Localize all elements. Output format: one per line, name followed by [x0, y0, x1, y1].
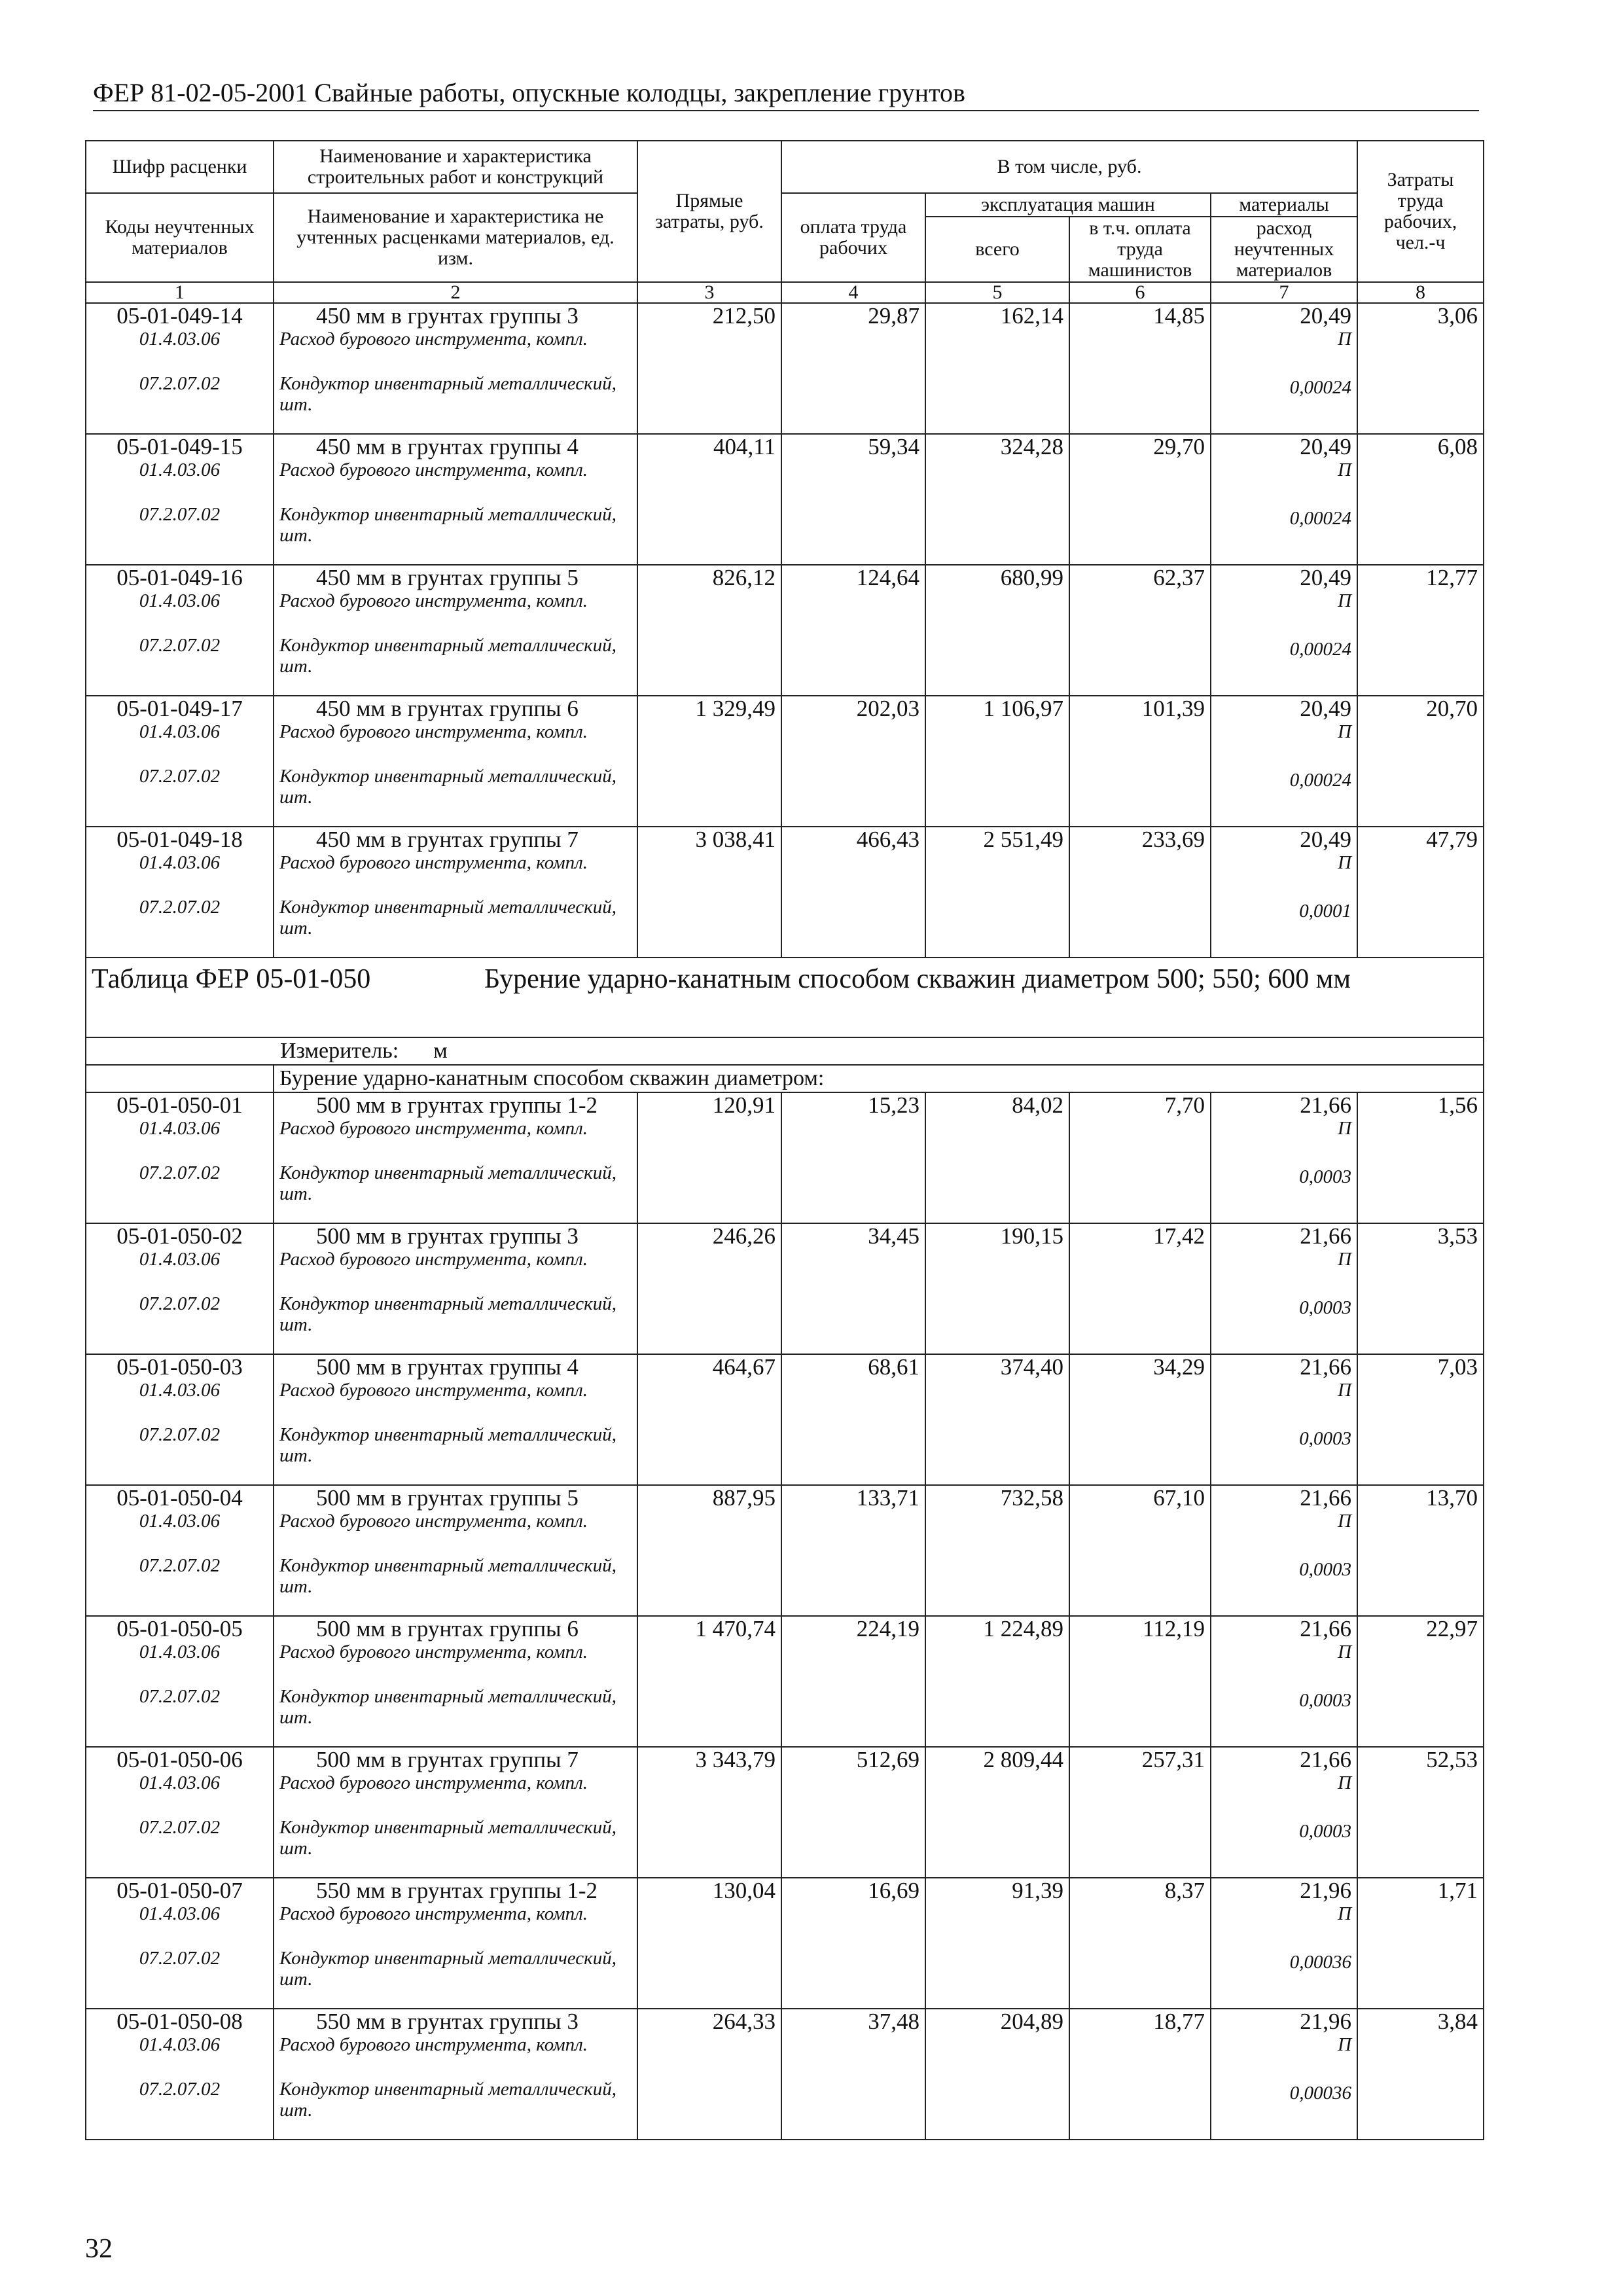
- machines-cost: 84,02: [925, 1092, 1069, 1223]
- machines-cost: 2 551,49: [925, 827, 1069, 958]
- material-code: 07.2.07.02: [139, 1686, 221, 1707]
- col-number: 6: [1069, 282, 1211, 303]
- material-name: Кондуктор инвентарный металлический, шт.: [279, 1424, 616, 1466]
- direct-cost: 1 470,74: [637, 1616, 781, 1747]
- material-consumption: П: [1338, 852, 1352, 873]
- table2-number: Таблица ФЕР 05-01-050: [92, 964, 371, 994]
- work-name: 450 мм в грунтах группы 3: [316, 303, 579, 329]
- material-name: Расход бурового инструмента, компл.: [279, 1772, 588, 1793]
- material-name: Кондуктор инвентарный металлический, шт.: [279, 1293, 616, 1335]
- table-row: [86, 1485, 1484, 1616]
- direct-cost: 887,95: [637, 1485, 781, 1616]
- material-consumption: П: [1338, 2034, 1352, 2055]
- material-code: 01.4.03.06: [139, 1511, 221, 1532]
- col-labor-header: Затраты труда рабочих, чел.-ч: [1357, 141, 1484, 282]
- column-number-row: [86, 282, 1484, 303]
- table-row: [86, 1878, 1484, 2009]
- direct-cost: 464,67: [637, 1354, 781, 1485]
- rate-code: 05-01-049-15: [116, 434, 243, 459]
- col-number: 8: [1357, 282, 1484, 303]
- work-name: 500 мм в грунтах группы 7: [316, 1747, 579, 1772]
- material-code: 01.4.03.06: [139, 1641, 221, 1662]
- rate-code: 05-01-049-16: [116, 565, 243, 590]
- wages-cost: 29,87: [781, 303, 925, 434]
- material-consumption: 0,0003: [1299, 1428, 1352, 1449]
- material-code: 07.2.07.02: [139, 373, 221, 394]
- machinists-cost: 257,31: [1069, 1747, 1211, 1878]
- labor-cost: 3,06: [1357, 303, 1484, 434]
- material-name: Кондуктор инвентарный металлический, шт.: [279, 897, 616, 939]
- machines-cost: 190,15: [925, 1223, 1069, 1354]
- materials-cost: 21,66: [1300, 1092, 1352, 1118]
- rate-code: 05-01-050-02: [116, 1223, 243, 1249]
- material-name: Кондуктор инвентарный металлический, шт.: [279, 1162, 616, 1204]
- materials-cost: 20,49: [1300, 434, 1352, 459]
- material-name: Расход бурового инструмента, компл.: [279, 459, 588, 480]
- rate-code: 05-01-050-05: [116, 1616, 243, 1641]
- labor-cost: 7,03: [1357, 1354, 1484, 1485]
- wages-cost: 16,69: [781, 1878, 925, 2009]
- machinists-cost: 14,85: [1069, 303, 1211, 434]
- material-code: 01.4.03.06: [139, 852, 221, 873]
- direct-cost: 130,04: [637, 1878, 781, 2009]
- material-name: Кондуктор инвентарный металлический, шт.: [279, 1948, 616, 1990]
- direct-cost: 404,11: [637, 434, 781, 565]
- machinists-cost: 233,69: [1069, 827, 1211, 958]
- material-name: Кондуктор инвентарный металлический, шт.: [279, 504, 616, 546]
- rate-code: 05-01-049-18: [116, 827, 243, 852]
- labor-cost: 3,84: [1357, 2009, 1484, 2140]
- material-consumption: П: [1338, 1380, 1352, 1401]
- material-consumption: П: [1338, 590, 1352, 611]
- col-incl-header: В том числе, руб.: [781, 141, 1357, 193]
- material-code: 01.4.03.06: [139, 1118, 221, 1139]
- material-consumption: П: [1338, 329, 1352, 350]
- machinists-cost: 62,37: [1069, 565, 1211, 696]
- materials-cost: 21,96: [1300, 2009, 1352, 2034]
- labor-cost: 13,70: [1357, 1485, 1484, 1616]
- material-code: 07.2.07.02: [139, 766, 221, 787]
- material-name: Кондуктор инвентарный металлический, шт.: [279, 766, 616, 808]
- material-code: 07.2.07.02: [139, 504, 221, 525]
- materials-cost: 21,66: [1300, 1747, 1352, 1772]
- col-wages-header: оплата труда рабочих: [781, 193, 925, 282]
- table-row: [86, 1223, 1484, 1354]
- rates-table: [85, 140, 1484, 2140]
- material-code: 07.2.07.02: [139, 1424, 221, 1445]
- machinists-cost: 29,70: [1069, 434, 1211, 565]
- group-heading: Бурение ударно-канатным способом скважин диаметром:: [274, 1065, 1484, 1092]
- materials-cost: 21,66: [1300, 1485, 1352, 1511]
- machines-cost: 2 809,44: [925, 1747, 1069, 1878]
- wages-cost: 224,19: [781, 1616, 925, 1747]
- material-name: Расход бурового инструмента, компл.: [279, 1380, 588, 1401]
- material-consumption: 0,00036: [1289, 1952, 1352, 1973]
- rate-code: 05-01-050-07: [116, 1878, 243, 1903]
- rate-code: 05-01-050-08: [116, 2009, 243, 2034]
- material-consumption: 0,0003: [1299, 1297, 1352, 1318]
- table2-title-row: [86, 958, 1484, 1037]
- labor-cost: 1,56: [1357, 1092, 1484, 1223]
- direct-cost: 826,12: [637, 565, 781, 696]
- page-title: ФЕР 81-02-05-2001 Свайные работы, опускные колодцы, закрепление грунтов: [93, 78, 965, 107]
- material-consumption: 0,00036: [1289, 2083, 1352, 2104]
- direct-cost: 3 038,41: [637, 827, 781, 958]
- table-row: [86, 1354, 1484, 1485]
- table-head: [86, 141, 1484, 303]
- col-materials-header: материалы: [1211, 193, 1357, 217]
- table-row: [86, 1616, 1484, 1747]
- machines-cost: 162,14: [925, 303, 1069, 434]
- labor-cost: 52,53: [1357, 1747, 1484, 1878]
- table2-unit-row: [86, 1037, 1484, 1065]
- materials-cost: 21,66: [1300, 1616, 1352, 1641]
- table-row: [86, 827, 1484, 958]
- material-name: Кондуктор инвентарный металлический, шт.: [279, 1817, 616, 1859]
- material-name: Расход бурового инструмента, компл.: [279, 1641, 588, 1662]
- material-name: Расход бурового инструмента, компл.: [279, 1903, 588, 1924]
- wages-cost: 37,48: [781, 2009, 925, 2140]
- machinists-cost: 112,19: [1069, 1616, 1211, 1747]
- table-row: [86, 565, 1484, 696]
- rate-code: 05-01-050-04: [116, 1485, 243, 1511]
- machines-cost: 204,89: [925, 2009, 1069, 2140]
- material-consumption: П: [1338, 1772, 1352, 1793]
- table-body-b: [86, 1092, 1484, 2140]
- col-number: 3: [637, 282, 781, 303]
- material-code: 01.4.03.06: [139, 721, 221, 742]
- material-name: Расход бурового инструмента, компл.: [279, 590, 588, 611]
- rate-code: 05-01-050-01: [116, 1092, 243, 1118]
- material-code: 01.4.03.06: [139, 329, 221, 350]
- material-name: Расход бурового инструмента, компл.: [279, 1249, 588, 1270]
- material-name: Кондуктор инвентарный металлический, шт.: [279, 2079, 616, 2121]
- material-consumption: П: [1338, 1118, 1352, 1139]
- direct-cost: 264,33: [637, 2009, 781, 2140]
- col-consumption-header: расход неучтенных материалов: [1211, 217, 1357, 282]
- material-name: Кондуктор инвентарный металлический, шт.: [279, 1555, 616, 1597]
- col-name-header: Наименование и характеристика строительных работ и конструкций: [274, 141, 637, 193]
- machines-cost: 374,40: [925, 1354, 1069, 1485]
- wages-cost: 15,23: [781, 1092, 925, 1223]
- material-consumption: 0,0003: [1299, 1821, 1352, 1842]
- table2-title: Бурение ударно-канатным способом скважин диаметром 500; 550; 600 мм: [484, 964, 1351, 994]
- rate-code: 05-01-049-17: [116, 696, 243, 721]
- labor-cost: 22,97: [1357, 1616, 1484, 1747]
- machines-cost: 1 106,97: [925, 696, 1069, 827]
- machinists-cost: 17,42: [1069, 1223, 1211, 1354]
- material-consumption: П: [1338, 721, 1352, 742]
- col-number: 1: [86, 282, 274, 303]
- page-number: 32: [85, 2234, 113, 2264]
- material-code: 01.4.03.06: [139, 2034, 221, 2055]
- wages-cost: 133,71: [781, 1485, 925, 1616]
- direct-cost: 3 343,79: [637, 1747, 781, 1878]
- table-row: [86, 303, 1484, 434]
- material-consumption: 0,00024: [1289, 770, 1352, 791]
- material-name: Расход бурового инструмента, компл.: [279, 329, 588, 350]
- material-code: 01.4.03.06: [139, 1249, 221, 1270]
- direct-cost: 212,50: [637, 303, 781, 434]
- material-consumption: П: [1338, 1511, 1352, 1532]
- table-row: [86, 1092, 1484, 1223]
- labor-cost: 6,08: [1357, 434, 1484, 565]
- wages-cost: 202,03: [781, 696, 925, 827]
- rate-code: 05-01-049-14: [116, 303, 243, 329]
- work-name: 450 мм в грунтах группы 7: [316, 827, 579, 852]
- material-consumption: П: [1338, 1249, 1352, 1270]
- material-consumption: 0,0001: [1299, 901, 1352, 922]
- col-number: 7: [1211, 282, 1357, 303]
- materials-cost: 20,49: [1300, 827, 1352, 852]
- material-name: Расход бурового инструмента, компл.: [279, 2034, 588, 2055]
- material-name: Расход бурового инструмента, компл.: [279, 721, 588, 742]
- wages-cost: 512,69: [781, 1747, 925, 1878]
- material-consumption: 0,0003: [1299, 1559, 1352, 1580]
- work-name: 550 мм в грунтах группы 1-2: [316, 1878, 597, 1903]
- machines-cost: 732,58: [925, 1485, 1069, 1616]
- direct-cost: 246,26: [637, 1223, 781, 1354]
- material-consumption: 0,00024: [1289, 639, 1352, 660]
- work-name: 450 мм в грунтах группы 6: [316, 696, 579, 721]
- col-number: 5: [925, 282, 1069, 303]
- material-name: Кондуктор инвентарный металлический, шт.: [279, 1686, 616, 1728]
- material-consumption: 0,0003: [1299, 1166, 1352, 1187]
- wages-cost: 466,43: [781, 827, 925, 958]
- labor-cost: 20,70: [1357, 696, 1484, 827]
- work-name: 550 мм в грунтах группы 3: [316, 2009, 579, 2034]
- material-code: 07.2.07.02: [139, 635, 221, 656]
- unit-label: Измеритель:: [280, 1039, 399, 1063]
- col-machines-header: эксплуатация машин: [925, 193, 1211, 217]
- material-code: 07.2.07.02: [139, 1817, 221, 1838]
- material-consumption: П: [1338, 1903, 1352, 1924]
- material-code: 07.2.07.02: [139, 1555, 221, 1576]
- machines-cost: 91,39: [925, 1878, 1069, 2009]
- material-name: Расход бурового инструмента, компл.: [279, 852, 588, 873]
- labor-cost: 12,77: [1357, 565, 1484, 696]
- material-code: 07.2.07.02: [139, 1162, 221, 1183]
- material-name: Кондуктор инвентарный металлический, шт.: [279, 635, 616, 677]
- table2-group-row: [86, 1065, 1484, 1092]
- material-consumption: П: [1338, 459, 1352, 480]
- work-name: 450 мм в грунтах группы 5: [316, 565, 579, 590]
- page-header: [93, 77, 1479, 111]
- material-name: Расход бурового инструмента, компл.: [279, 1511, 588, 1532]
- wages-cost: 59,34: [781, 434, 925, 565]
- wages-cost: 124,64: [781, 565, 925, 696]
- materials-cost: 20,49: [1300, 303, 1352, 329]
- rate-code: 05-01-050-03: [116, 1354, 243, 1380]
- material-code: 01.4.03.06: [139, 1380, 221, 1401]
- machinists-cost: 18,77: [1069, 2009, 1211, 2140]
- table-row: [86, 434, 1484, 565]
- table2-header: [86, 958, 1484, 1092]
- table-row: [86, 2009, 1484, 2140]
- material-code: 07.2.07.02: [139, 1293, 221, 1314]
- machinists-cost: 101,39: [1069, 696, 1211, 827]
- table-row: [86, 696, 1484, 827]
- wages-cost: 68,61: [781, 1354, 925, 1485]
- material-consumption: 0,00024: [1289, 377, 1352, 398]
- machines-cost: 680,99: [925, 565, 1069, 696]
- table-row: [86, 1747, 1484, 1878]
- work-name: 500 мм в грунтах группы 6: [316, 1616, 579, 1641]
- work-name: 500 мм в грунтах группы 5: [316, 1485, 579, 1511]
- col-code-header: Шифр расценки: [86, 141, 274, 193]
- machinists-cost: 8,37: [1069, 1878, 1211, 2009]
- direct-cost: 120,91: [637, 1092, 781, 1223]
- material-name: Кондуктор инвентарный металлический, шт.: [279, 373, 616, 415]
- machinists-cost: 34,29: [1069, 1354, 1211, 1485]
- materials-cost: 20,49: [1300, 696, 1352, 721]
- material-consumption: П: [1338, 1641, 1352, 1662]
- col-number: 4: [781, 282, 925, 303]
- work-name: 500 мм в грунтах группы 3: [316, 1223, 579, 1249]
- material-code: 01.4.03.06: [139, 590, 221, 611]
- material-code: 01.4.03.06: [139, 1772, 221, 1793]
- material-code: 07.2.07.02: [139, 2079, 221, 2100]
- material-code: 01.4.03.06: [139, 459, 221, 480]
- labor-cost: 1,71: [1357, 1878, 1484, 2009]
- machines-cost: 324,28: [925, 434, 1069, 565]
- col-machinists-header: в т.ч. оплата труда машинистов: [1069, 217, 1211, 282]
- rate-code: 05-01-050-06: [116, 1747, 243, 1772]
- machinists-cost: 67,10: [1069, 1485, 1211, 1616]
- unit-value: м: [433, 1039, 448, 1063]
- col-codes-unaccounted-header: Коды неучтенных материалов: [86, 193, 274, 282]
- work-name: 500 мм в грунтах группы 1-2: [316, 1092, 597, 1118]
- col-name-bottom-header: Наименование и характеристика не учтенных расценками материалов, ед. изм.: [274, 193, 637, 282]
- work-name: 500 мм в грунтах группы 4: [316, 1354, 579, 1380]
- col-number: 2: [274, 282, 637, 303]
- material-code: 07.2.07.02: [139, 1948, 221, 1969]
- labor-cost: 3,53: [1357, 1223, 1484, 1354]
- materials-cost: 21,96: [1300, 1878, 1352, 1903]
- labor-cost: 47,79: [1357, 827, 1484, 958]
- materials-cost: 21,66: [1300, 1354, 1352, 1380]
- materials-cost: 20,49: [1300, 565, 1352, 590]
- materials-cost: 21,66: [1300, 1223, 1352, 1249]
- col-machines-total-header: всего: [925, 217, 1069, 282]
- table-body-a: [86, 303, 1484, 958]
- material-code: 07.2.07.02: [139, 897, 221, 918]
- material-code: 01.4.03.06: [139, 1903, 221, 1924]
- work-name: 450 мм в грунтах группы 4: [316, 434, 579, 459]
- direct-cost: 1 329,49: [637, 696, 781, 827]
- material-consumption: 0,0003: [1299, 1690, 1352, 1711]
- material-consumption: 0,00024: [1289, 508, 1352, 529]
- material-name: Расход бурового инструмента, компл.: [279, 1118, 588, 1139]
- machinists-cost: 7,70: [1069, 1092, 1211, 1223]
- wages-cost: 34,45: [781, 1223, 925, 1354]
- machines-cost: 1 224,89: [925, 1616, 1069, 1747]
- col-direct-header: Прямые затраты, руб.: [637, 141, 781, 282]
